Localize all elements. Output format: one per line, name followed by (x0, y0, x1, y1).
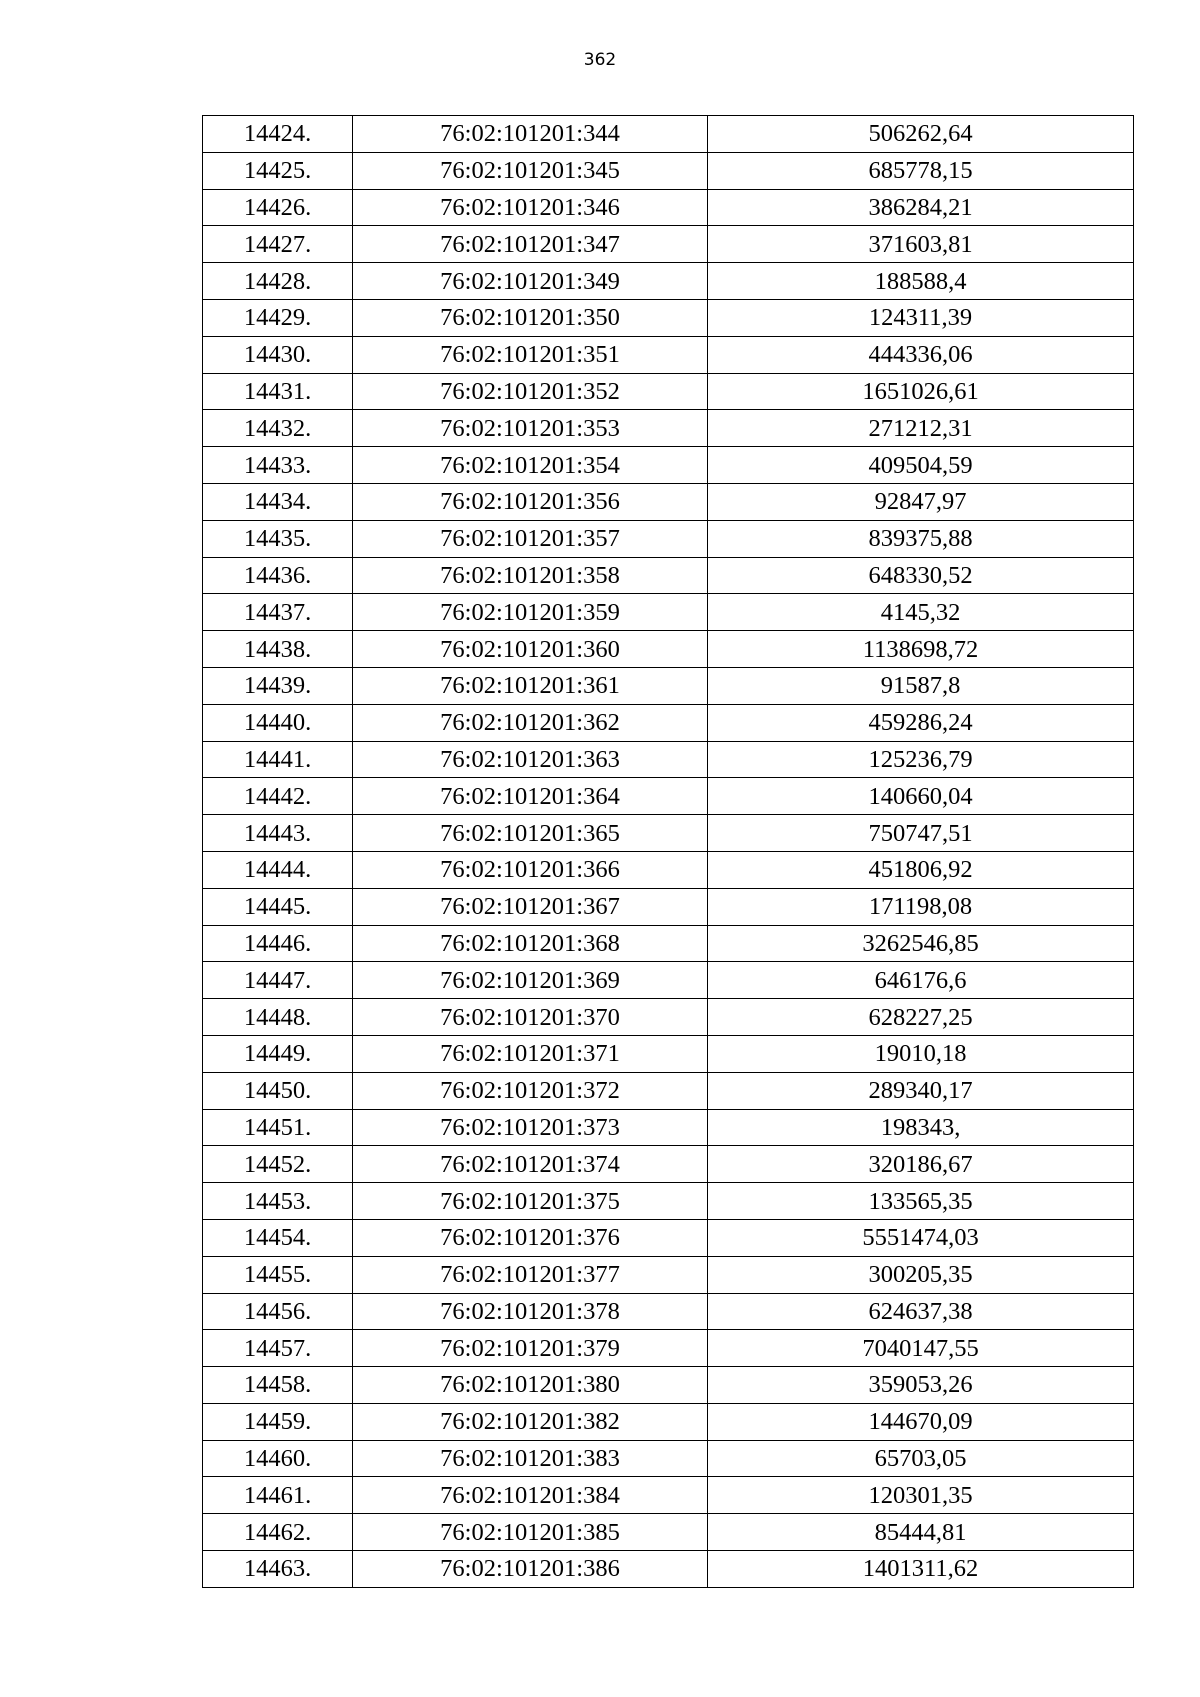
table-row (203, 1219, 1134, 1256)
value-cell: 451806,92 (708, 851, 1134, 888)
table-row (203, 1330, 1134, 1367)
value-cell: 409504,59 (708, 447, 1134, 484)
cadastral-number-cell: 76:02:101201:363 (353, 741, 708, 778)
value-cell: 85444,81 (708, 1514, 1134, 1551)
cadastral-number-cell: 76:02:101201:373 (353, 1109, 708, 1146)
value-cell: 459286,24 (708, 704, 1134, 741)
cadastral-number-cell: 76:02:101201:352 (353, 373, 708, 410)
value-cell: 320186,67 (708, 1146, 1134, 1183)
table-row (203, 925, 1134, 962)
row-number-cell: 14443. (203, 815, 353, 852)
table-row (203, 851, 1134, 888)
cadastral-number-cell: 76:02:101201:366 (353, 851, 708, 888)
row-number-cell: 14430. (203, 336, 353, 373)
table-row (203, 1551, 1134, 1588)
row-number-cell: 14429. (203, 299, 353, 336)
value-cell: 171198,08 (708, 888, 1134, 925)
cadastral-number-cell: 76:02:101201:357 (353, 520, 708, 557)
value-cell: 3262546,85 (708, 925, 1134, 962)
table-row (203, 226, 1134, 263)
cadastral-number-cell: 76:02:101201:374 (353, 1146, 708, 1183)
cadastral-number-cell: 76:02:101201:349 (353, 263, 708, 300)
row-number-cell: 14451. (203, 1109, 353, 1146)
value-cell: 628227,25 (708, 999, 1134, 1036)
table-row (203, 1256, 1134, 1293)
cadastral-number-cell: 76:02:101201:386 (353, 1551, 708, 1588)
value-cell: 124311,39 (708, 299, 1134, 336)
cadastral-number-cell: 76:02:101201:346 (353, 189, 708, 226)
row-number-cell: 14450. (203, 1072, 353, 1109)
table-row (203, 299, 1134, 336)
value-cell: 648330,52 (708, 557, 1134, 594)
table-row (203, 888, 1134, 925)
table-row (203, 999, 1134, 1036)
cadastral-value-table (202, 115, 1134, 1588)
cadastral-number-cell: 76:02:101201:375 (353, 1183, 708, 1220)
value-cell: 750747,51 (708, 815, 1134, 852)
value-cell: 1401311,62 (708, 1551, 1134, 1588)
row-number-cell: 14446. (203, 925, 353, 962)
row-number-cell: 14462. (203, 1514, 353, 1551)
table-row (203, 1440, 1134, 1477)
value-cell: 92847,97 (708, 483, 1134, 520)
cadastral-number-cell: 76:02:101201:368 (353, 925, 708, 962)
row-number-cell: 14442. (203, 778, 353, 815)
value-cell: 624637,38 (708, 1293, 1134, 1330)
row-number-cell: 14439. (203, 667, 353, 704)
table-row (203, 410, 1134, 447)
table-row (203, 1367, 1134, 1404)
row-number-cell: 14453. (203, 1183, 353, 1220)
cadastral-number-cell: 76:02:101201:382 (353, 1403, 708, 1440)
cadastral-number-cell: 76:02:101201:380 (353, 1367, 708, 1404)
cadastral-number-cell: 76:02:101201:372 (353, 1072, 708, 1109)
row-number-cell: 14463. (203, 1551, 353, 1588)
row-number-cell: 14425. (203, 152, 353, 189)
row-number-cell: 14445. (203, 888, 353, 925)
value-cell: 133565,35 (708, 1183, 1134, 1220)
row-number-cell: 14436. (203, 557, 353, 594)
cadastral-number-cell: 76:02:101201:361 (353, 667, 708, 704)
cadastral-number-cell: 76:02:101201:344 (353, 116, 708, 153)
value-cell: 5551474,03 (708, 1219, 1134, 1256)
row-number-cell: 14433. (203, 447, 353, 484)
table-row (203, 667, 1134, 704)
cadastral-number-cell: 76:02:101201:360 (353, 631, 708, 668)
cadastral-number-cell: 76:02:101201:379 (353, 1330, 708, 1367)
cadastral-number-cell: 76:02:101201:353 (353, 410, 708, 447)
value-cell: 271212,31 (708, 410, 1134, 447)
table-row (203, 189, 1134, 226)
row-number-cell: 14440. (203, 704, 353, 741)
cadastral-number-cell: 76:02:101201:384 (353, 1477, 708, 1514)
page-number: 362 (583, 50, 617, 70)
table-row (203, 1109, 1134, 1146)
table-row (203, 1035, 1134, 1072)
cadastral-number-cell: 76:02:101201:345 (353, 152, 708, 189)
table-row (203, 116, 1134, 153)
cadastral-number-cell: 76:02:101201:351 (353, 336, 708, 373)
row-number-cell: 14435. (203, 520, 353, 557)
table-row (203, 631, 1134, 668)
row-number-cell: 14455. (203, 1256, 353, 1293)
value-cell: 386284,21 (708, 189, 1134, 226)
table-row (203, 778, 1134, 815)
row-number-cell: 14459. (203, 1403, 353, 1440)
table-row (203, 1403, 1134, 1440)
table-row (203, 152, 1134, 189)
value-cell: 359053,26 (708, 1367, 1134, 1404)
table-row (203, 263, 1134, 300)
table-row (203, 336, 1134, 373)
value-cell: 289340,17 (708, 1072, 1134, 1109)
row-number-cell: 14456. (203, 1293, 353, 1330)
cadastral-number-cell: 76:02:101201:359 (353, 594, 708, 631)
row-number-cell: 14452. (203, 1146, 353, 1183)
value-cell: 140660,04 (708, 778, 1134, 815)
table-row (203, 815, 1134, 852)
value-cell: 1651026,61 (708, 373, 1134, 410)
row-number-cell: 14438. (203, 631, 353, 668)
cadastral-number-cell: 76:02:101201:371 (353, 1035, 708, 1072)
row-number-cell: 14458. (203, 1367, 353, 1404)
value-cell: 371603,81 (708, 226, 1134, 263)
row-number-cell: 14449. (203, 1035, 353, 1072)
cadastral-number-cell: 76:02:101201:362 (353, 704, 708, 741)
table-row (203, 373, 1134, 410)
row-number-cell: 14448. (203, 999, 353, 1036)
value-cell: 839375,88 (708, 520, 1134, 557)
row-number-cell: 14460. (203, 1440, 353, 1477)
row-number-cell: 14437. (203, 594, 353, 631)
cadastral-number-cell: 76:02:101201:354 (353, 447, 708, 484)
value-cell: 300205,35 (708, 1256, 1134, 1293)
value-cell: 444336,06 (708, 336, 1134, 373)
table-row (203, 557, 1134, 594)
row-number-cell: 14461. (203, 1477, 353, 1514)
cadastral-number-cell: 76:02:101201:377 (353, 1256, 708, 1293)
cadastral-number-cell: 76:02:101201:347 (353, 226, 708, 263)
row-number-cell: 14432. (203, 410, 353, 447)
cadastral-number-cell: 76:02:101201:376 (353, 1219, 708, 1256)
value-cell: 646176,6 (708, 962, 1134, 999)
cadastral-number-cell: 76:02:101201:358 (353, 557, 708, 594)
cadastral-number-cell: 76:02:101201:367 (353, 888, 708, 925)
cadastral-number-cell: 76:02:101201:356 (353, 483, 708, 520)
value-cell: 91587,8 (708, 667, 1134, 704)
value-cell: 4145,32 (708, 594, 1134, 631)
cadastral-number-cell: 76:02:101201:364 (353, 778, 708, 815)
cadastral-number-cell: 76:02:101201:365 (353, 815, 708, 852)
cadastral-number-cell: 76:02:101201:383 (353, 1440, 708, 1477)
table-row (203, 1072, 1134, 1109)
row-number-cell: 14427. (203, 226, 353, 263)
table-row (203, 1146, 1134, 1183)
row-number-cell: 14454. (203, 1219, 353, 1256)
table-row (203, 1293, 1134, 1330)
value-cell: 144670,09 (708, 1403, 1134, 1440)
cadastral-number-cell: 76:02:101201:385 (353, 1514, 708, 1551)
table-row (203, 741, 1134, 778)
value-cell: 506262,64 (708, 116, 1134, 153)
row-number-cell: 14428. (203, 263, 353, 300)
cadastral-number-cell: 76:02:101201:350 (353, 299, 708, 336)
cadastral-number-cell: 76:02:101201:369 (353, 962, 708, 999)
value-cell: 188588,4 (708, 263, 1134, 300)
table-row (203, 704, 1134, 741)
value-cell: 120301,35 (708, 1477, 1134, 1514)
table-row (203, 1514, 1134, 1551)
table-row (203, 594, 1134, 631)
value-cell: 7040147,55 (708, 1330, 1134, 1367)
row-number-cell: 14434. (203, 483, 353, 520)
table-row (203, 447, 1134, 484)
table-row (203, 520, 1134, 557)
table-row (203, 1477, 1134, 1514)
row-number-cell: 14441. (203, 741, 353, 778)
value-cell: 125236,79 (708, 741, 1134, 778)
cadastral-number-cell: 76:02:101201:378 (353, 1293, 708, 1330)
row-number-cell: 14447. (203, 962, 353, 999)
cadastral-number-cell: 76:02:101201:370 (353, 999, 708, 1036)
value-cell: 19010,18 (708, 1035, 1134, 1072)
row-number-cell: 14424. (203, 116, 353, 153)
table-body (203, 116, 1134, 1588)
value-cell: 65703,05 (708, 1440, 1134, 1477)
table-row (203, 483, 1134, 520)
value-cell: 1138698,72 (708, 631, 1134, 668)
row-number-cell: 14431. (203, 373, 353, 410)
row-number-cell: 14457. (203, 1330, 353, 1367)
value-cell: 198343, (708, 1109, 1134, 1146)
value-cell: 685778,15 (708, 152, 1134, 189)
row-number-cell: 14444. (203, 851, 353, 888)
table-row (203, 1183, 1134, 1220)
table-row (203, 962, 1134, 999)
row-number-cell: 14426. (203, 189, 353, 226)
